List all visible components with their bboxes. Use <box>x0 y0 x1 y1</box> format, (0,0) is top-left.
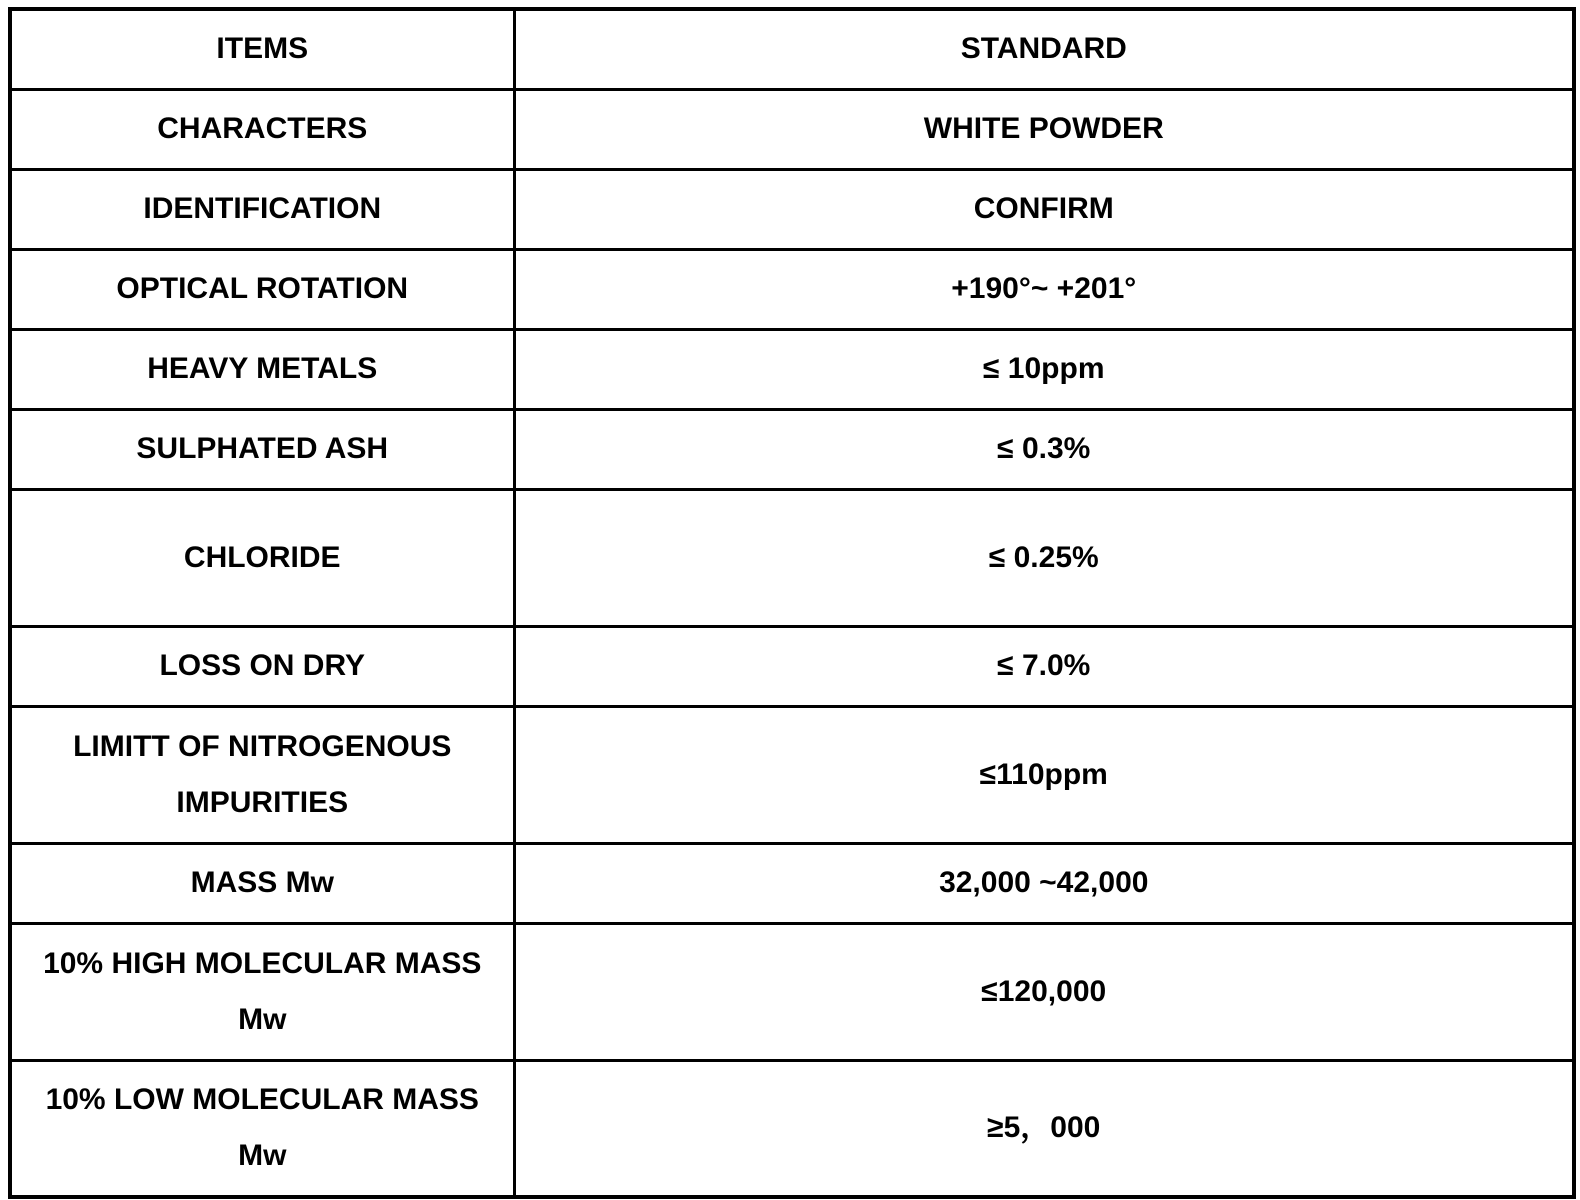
item-cell: LOSS ON DRY <box>10 626 514 706</box>
table-row <box>10 169 1574 249</box>
item-cell: CHLORIDE <box>10 489 514 626</box>
standard-column-header: STANDARD <box>514 9 1574 89</box>
item-cell: IDENTIFICATION <box>10 169 514 249</box>
table-row <box>10 409 1574 489</box>
table-row <box>10 249 1574 329</box>
table-row <box>10 706 1574 843</box>
standard-cell: ≤ 7.0% <box>514 626 1574 706</box>
standard-cell: ≤ 0.25% <box>514 489 1574 626</box>
standard-cell: ≥5，000 <box>514 1060 1574 1197</box>
standard-cell: ≤110ppm <box>514 706 1574 843</box>
item-cell: 10% LOW MOLECULAR MASS Mw <box>10 1060 514 1197</box>
table-row <box>10 843 1574 923</box>
standard-cell: ≤ 0.3% <box>514 409 1574 489</box>
standard-cell: WHITE POWDER <box>514 89 1574 169</box>
standard-cell: CONFIRM <box>514 169 1574 249</box>
standard-cell: 32,000 ~42,000 <box>514 843 1574 923</box>
table-header-row <box>10 9 1574 89</box>
table-row <box>10 923 1574 1060</box>
table-row <box>10 329 1574 409</box>
item-cell: LIMITT OF NITROGENOUS IMPURITIES <box>10 706 514 843</box>
standard-cell: +190°~ +201° <box>514 249 1574 329</box>
table-row <box>10 489 1574 626</box>
standard-cell: ≤ 10ppm <box>514 329 1574 409</box>
item-cell: HEAVY METALS <box>10 329 514 409</box>
standard-cell: ≤120,000 <box>514 923 1574 1060</box>
item-cell: CHARACTERS <box>10 89 514 169</box>
item-cell: SULPHATED ASH <box>10 409 514 489</box>
specification-table <box>8 7 1576 1199</box>
table-row <box>10 1060 1574 1197</box>
table-row <box>10 89 1574 169</box>
item-cell: 10% HIGH MOLECULAR MASS Mw <box>10 923 514 1060</box>
items-column-header: ITEMS <box>10 9 514 89</box>
item-cell: MASS Mw <box>10 843 514 923</box>
item-cell: OPTICAL ROTATION <box>10 249 514 329</box>
table-row <box>10 626 1574 706</box>
